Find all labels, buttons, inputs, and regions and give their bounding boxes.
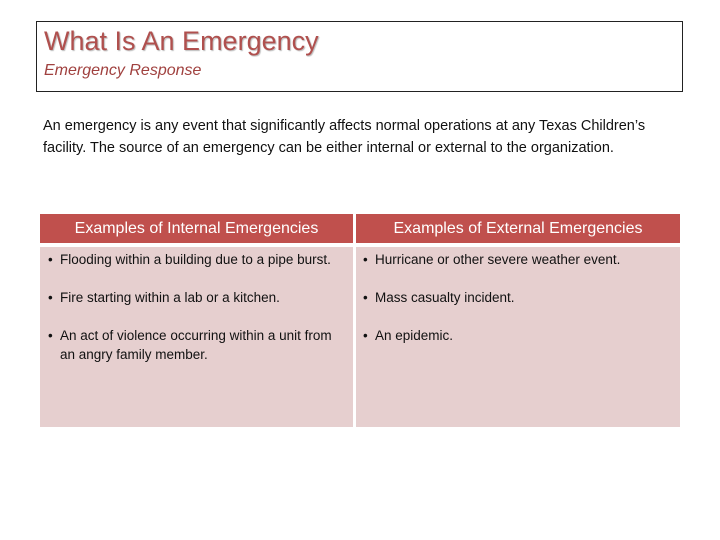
list-item: • Hurricane or other severe weather event. xyxy=(363,250,670,269)
page-title: What Is An Emergency xyxy=(44,26,319,56)
internal-cell xyxy=(40,247,353,427)
intro-paragraph: An emergency is any event that significantly affects normal operations at any Texas Children’s facility. The source of an emergency can be either internal or external to the organization. xyxy=(43,118,646,156)
list-item: • Flooding within a building due to a pipe burst. xyxy=(48,250,343,269)
external-header: Examples of External Emergencies xyxy=(356,214,680,243)
list-item: • Mass casualty incident. xyxy=(363,288,670,307)
list-item: • An epidemic. xyxy=(363,326,670,345)
external-cell xyxy=(356,247,680,427)
list-item: • Fire starting within a lab or a kitchen. xyxy=(48,288,343,307)
internal-header: Examples of Internal Emergencies xyxy=(40,214,353,243)
list-item: • An act of violence occurring within a unit from an angry family member. xyxy=(48,326,343,364)
title-box xyxy=(36,21,683,92)
page-subtitle: Emergency Response xyxy=(44,62,202,79)
